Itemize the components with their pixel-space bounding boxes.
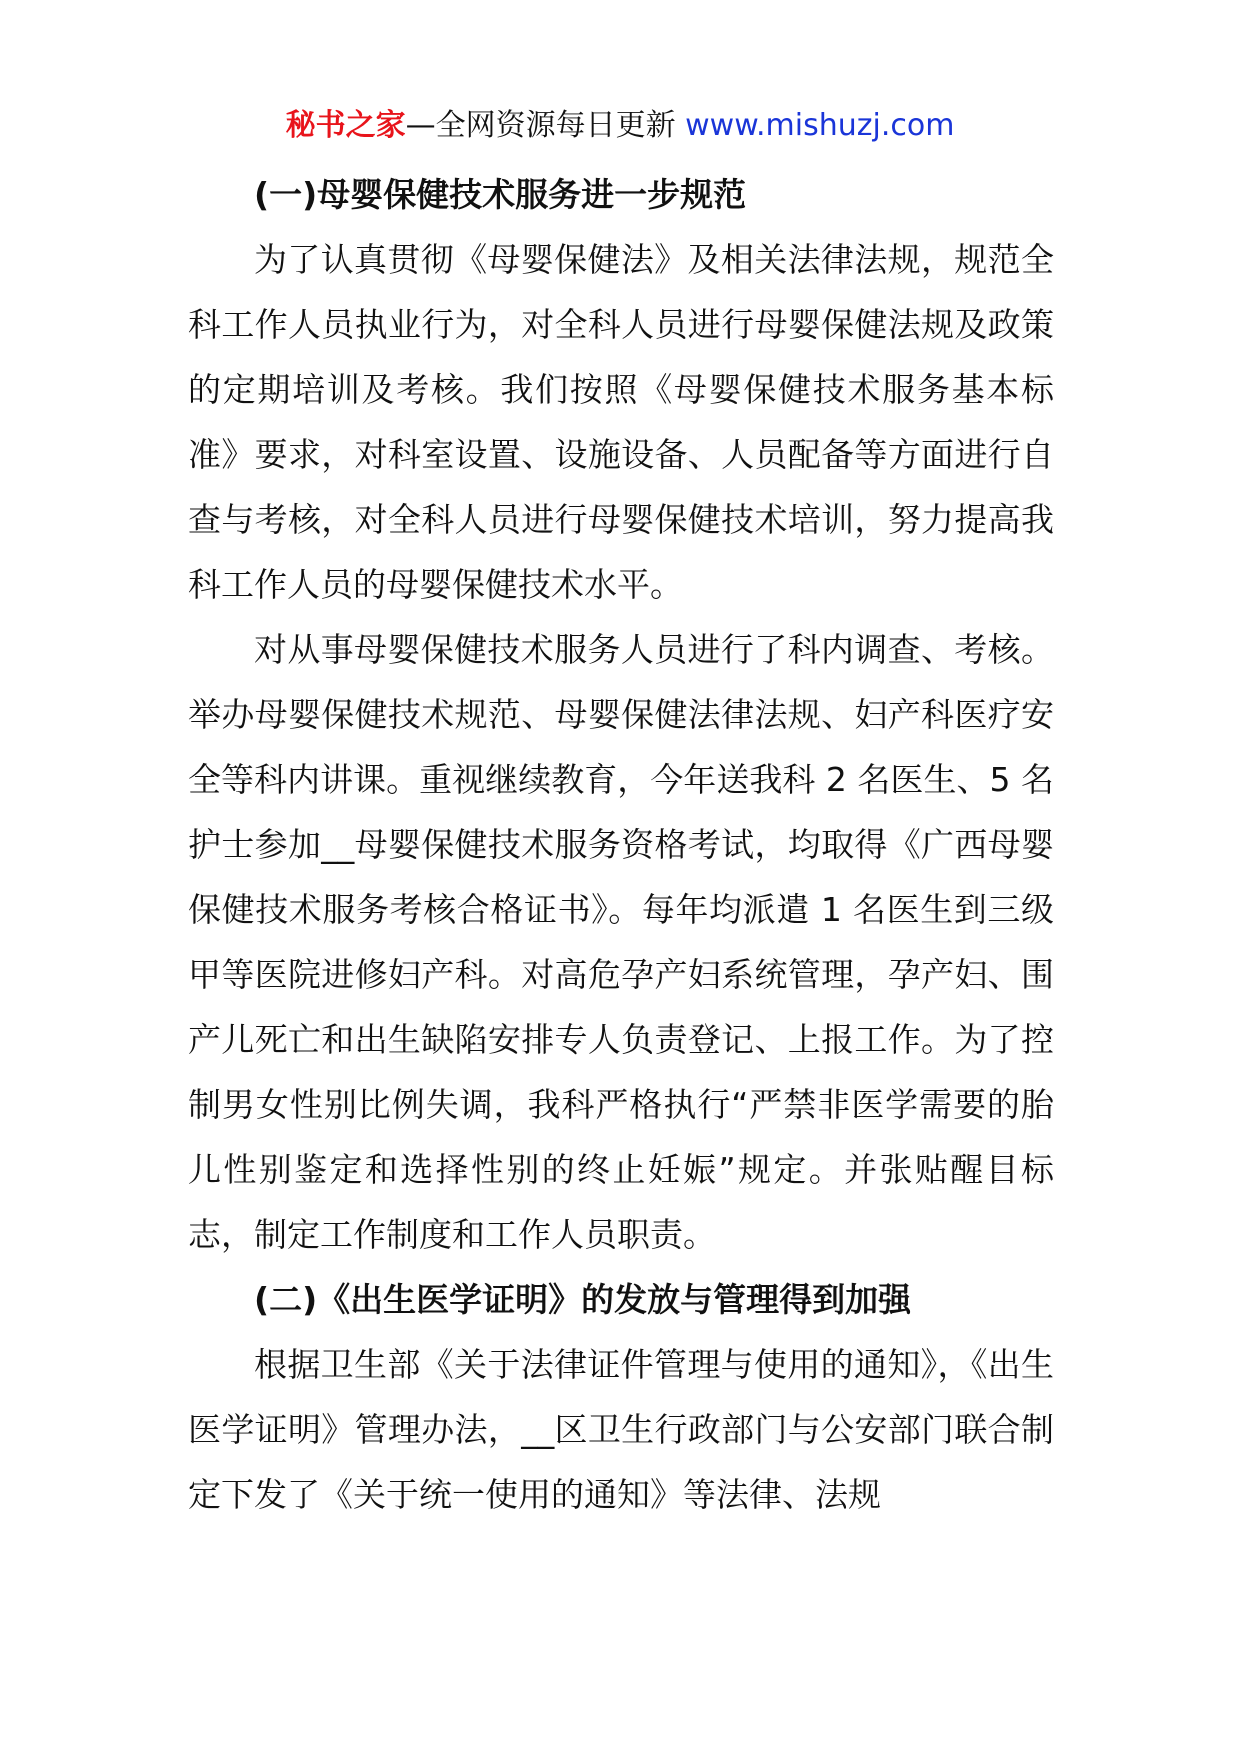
section-heading-1: (一)母婴保健技术服务进一步规范 bbox=[254, 175, 747, 214]
paragraph-1: 为了认真贯彻《母婴保健法》及相关法律法规，规范全科工作人员执业行为，对全科人员进行母婴保健法规及政策的定期培训及考核。我们按照《母婴保健技术服务基本标准》要求，对科室设置、设施设备、人员配备等方面进行自查与考核，对全科人员进行母婴保健技术培训，努力提高我科工作人员的母婴保健技术水平。 bbox=[188, 240, 1054, 604]
site-slogan: —全网资源每日更新 bbox=[405, 108, 676, 143]
section-heading-2: (二)《出生医学证明》的发放与管理得到加强 bbox=[254, 1280, 912, 1319]
site-header bbox=[0, 104, 1240, 148]
site-url-link[interactable]: www.mishuzj.com bbox=[685, 108, 955, 143]
document-body bbox=[188, 162, 1054, 1527]
paragraph-3: 根据卫生部《关于法律证件管理与使用的通知》，《出生医学证明》管理办法，__区卫生行政部门与公安部门联合制定下发了《关于统一使用的通知》等法律、法规 bbox=[188, 1345, 1054, 1514]
paragraph-2: 对从事母婴保健技术服务人员进行了科内调查、考核。举办母婴保健技术规范、母婴保健法律法规、妇产科医疗安全等科内讲课。重视继续教育，今年送我科 2 名医生、5 名护士参加__母婴保健技术服务资格考试，均取得《广西母婴保健技术服务考核合格证书》。每年均派遣 1 名医生到三级甲等医院进修妇产科。对高危孕产妇系统管理，孕产妇、围产儿死亡和出生缺陷安排专人负责登记、上报工作。为了控制男女性别比例失调，我科严格执行“严禁非医学需要的胎儿性别鉴定和选择性别的终止妊娠”规定。并张贴醒目标志，制定工作制度和工作人员职责。 bbox=[188, 630, 1054, 1254]
site-brand: 秘书之家 bbox=[285, 108, 406, 143]
